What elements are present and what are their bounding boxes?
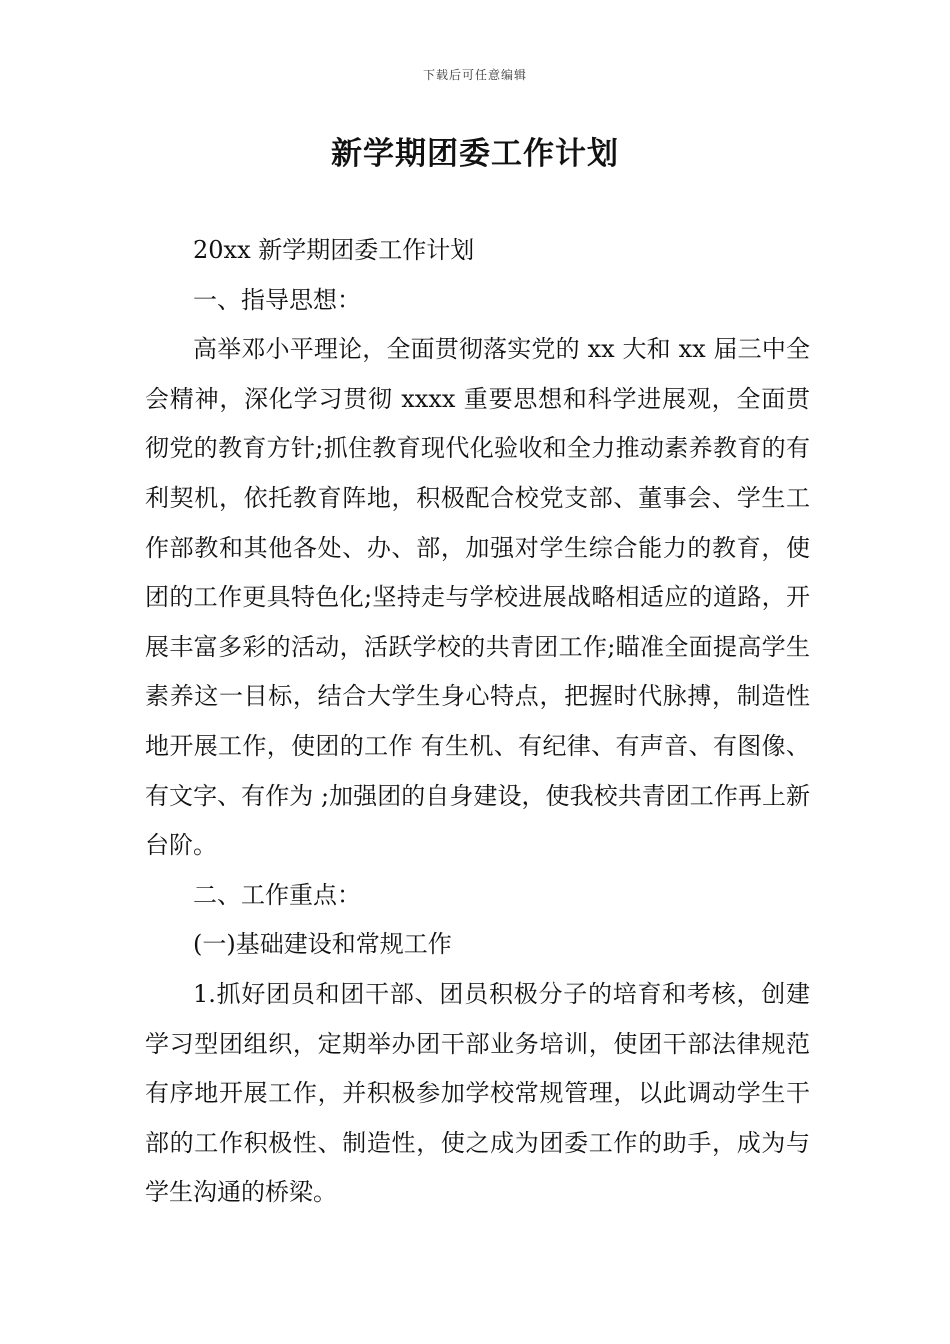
paragraph-heading-work-focus: 二、工作重点： xyxy=(193,880,361,909)
paragraph-guiding-thought: 高举邓小平理论，全面贯彻落实党的 xx 大和 xx 届三中全会精神，深化学习贯彻 xxxx 重要思想和科学进展观，全面贯彻党的教育方针;抓住教育现代化验收和全力推动素养教育的有利契机，依托教育阵地，积极配合校党支部、董事会、学生工作部教和其他各处、办、部，加强对学生综合能力的教育，使团的工作更具特色化;坚持走与学校进展战略相适应的道路，开展丰富多彩的活动，活跃学校的共青团工作;瞄准全面提高学生素养这一目标，结合大学生身心特点，把握时代脉搏，制造性地开展工作，使团的工作 有生机、有纪律、有声音、有图像、有文字、有作为 ;加强团的自身建设，使我校共青团工作再上新台阶。 xyxy=(145,335,810,860)
paragraph-item-1: 1.抓好团员和团干部、团员积极分子的培育和考核，创建学习型团组织，定期举办团干部业务培训，使团干部法律规范有序地开展工作，并积极参加学校常规管理，以此调动学生干部的工作积极性、制造性，使之成为团委工作的助手，成为与学生沟通的桥梁。 xyxy=(145,979,810,1207)
document-body xyxy=(145,226,810,1218)
header-note: 下载后可任意编辑 xyxy=(422,68,527,82)
paragraph-subtitle: 20xx 新学期团委工作计划 xyxy=(193,236,475,264)
document-title: 新学期团委工作计划 xyxy=(331,136,619,172)
paragraph-subheading-basics: (一)基础建设和常规工作 xyxy=(193,930,452,959)
paragraph-heading-guiding-thought: 一、指导思想： xyxy=(193,285,361,314)
